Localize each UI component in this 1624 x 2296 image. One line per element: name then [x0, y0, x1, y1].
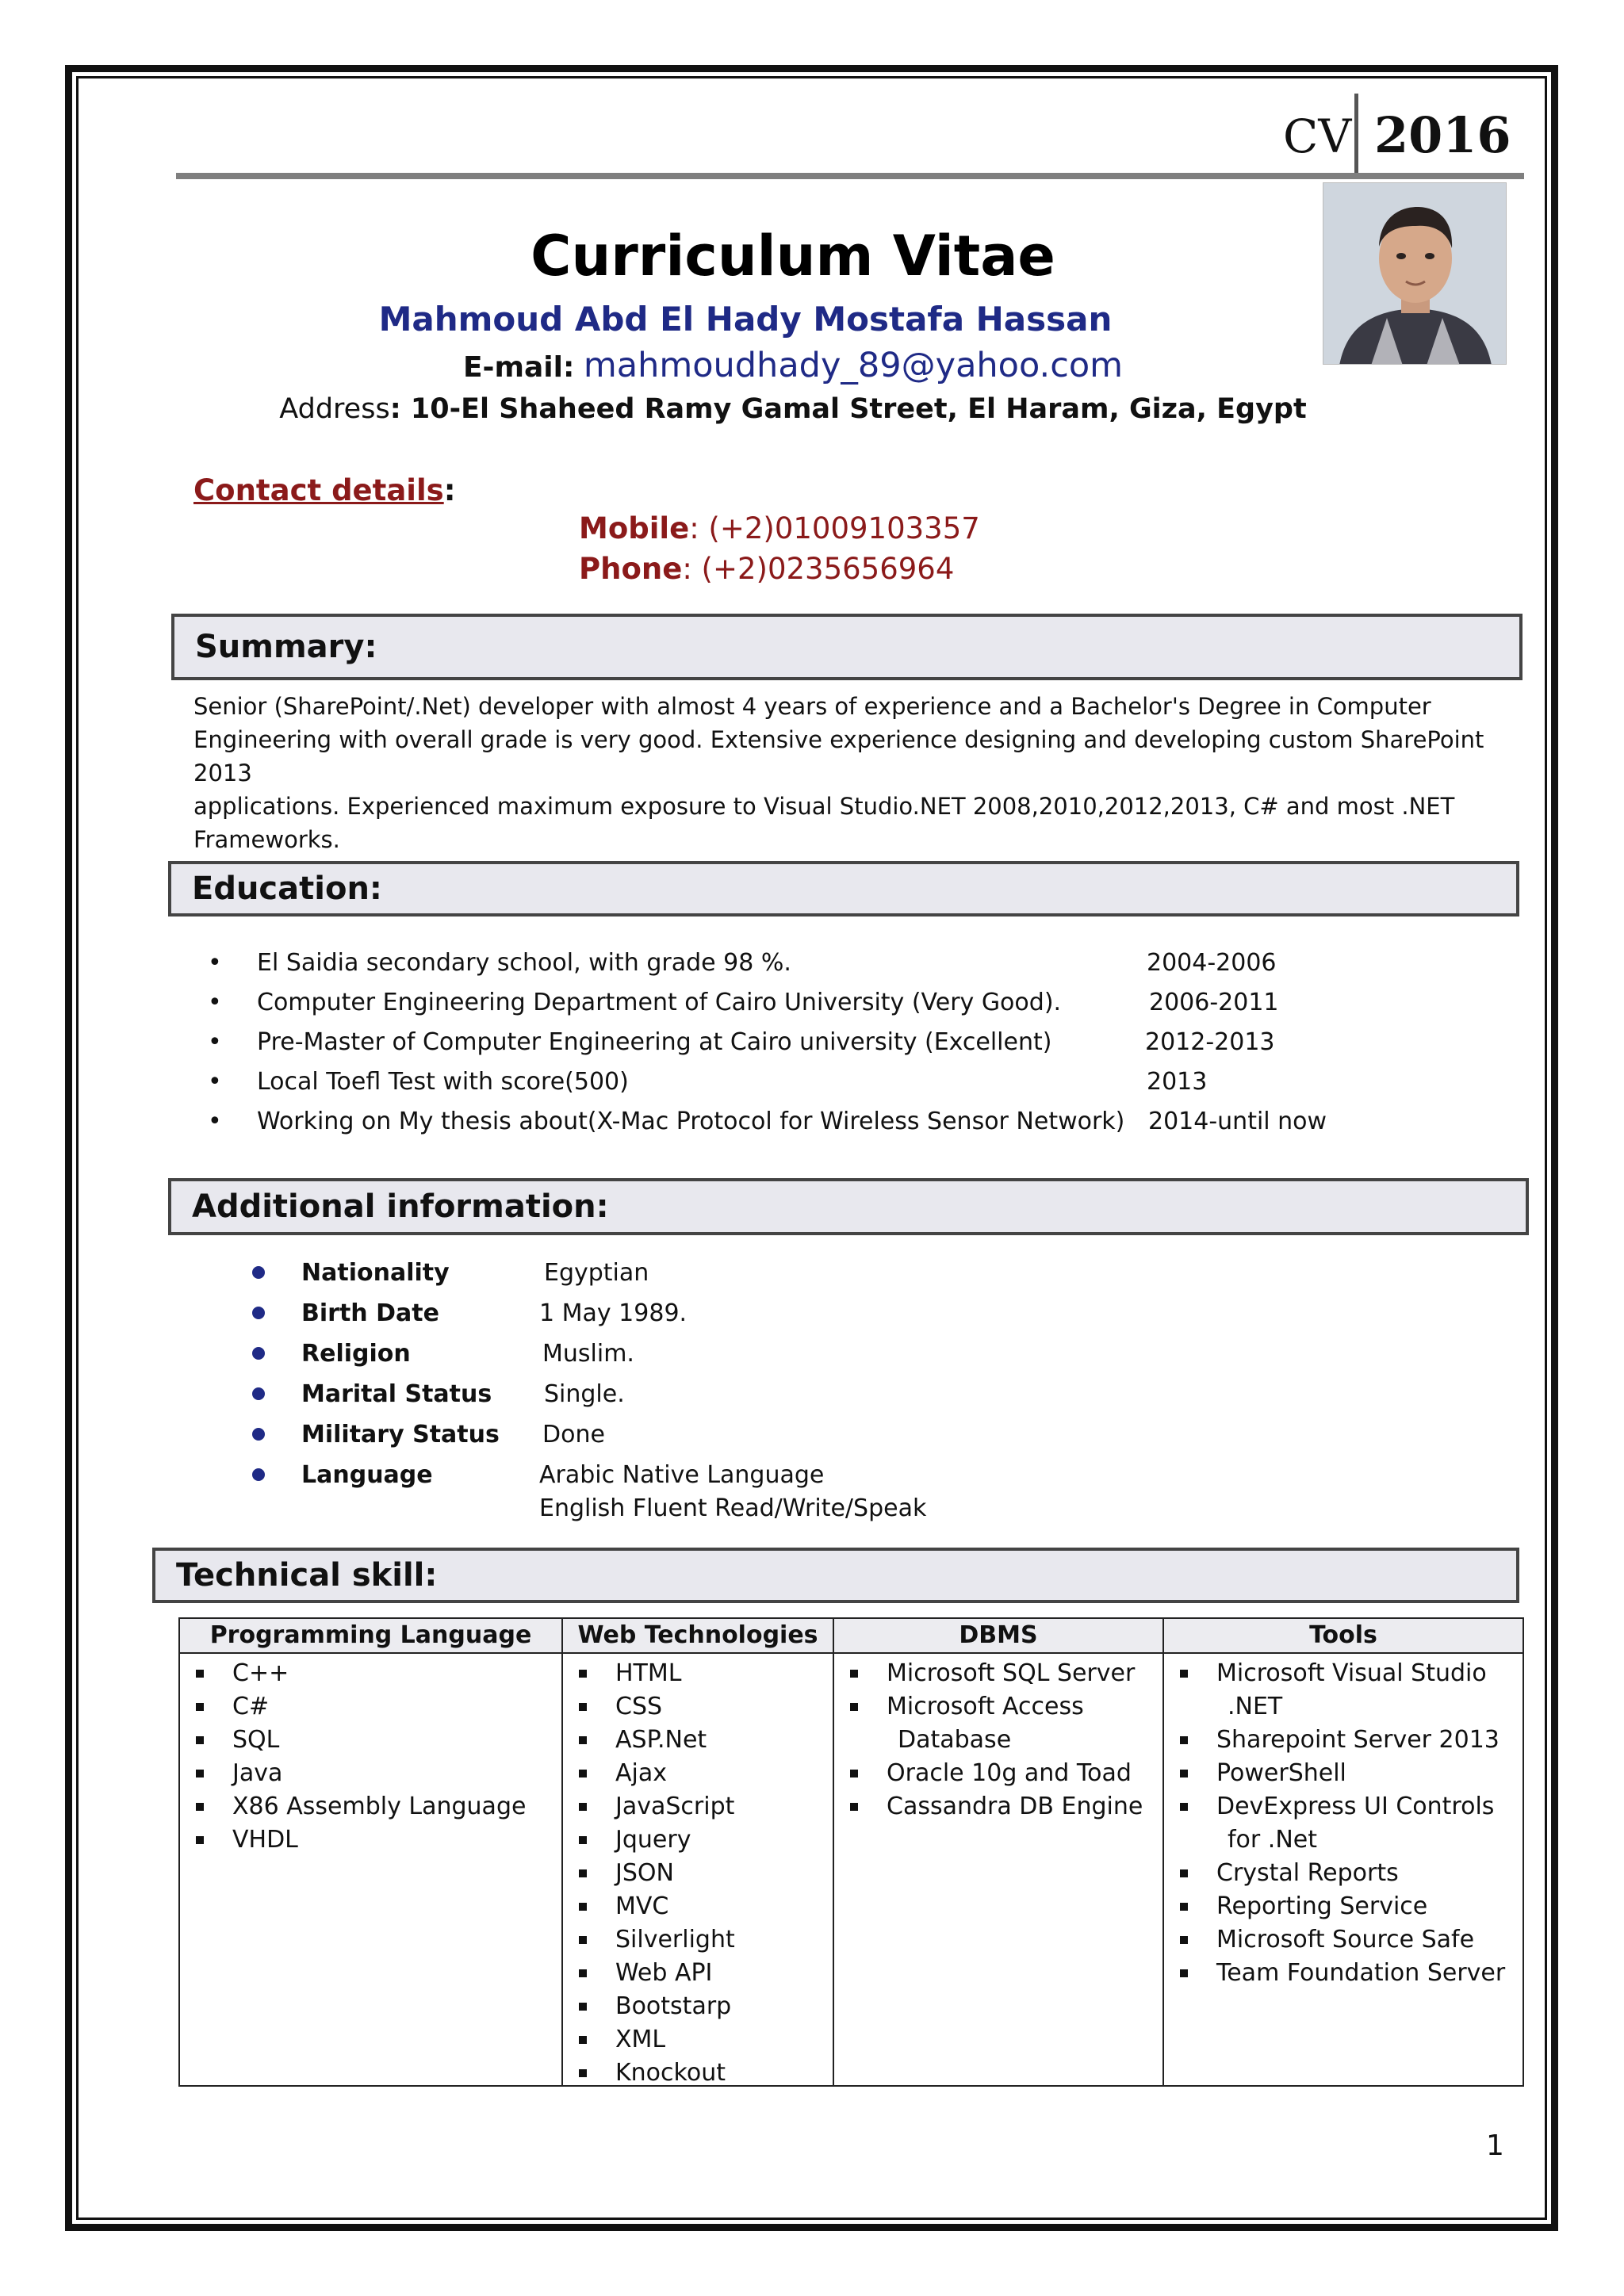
list-item: PowerShell — [1164, 1757, 1522, 1790]
list-item-continued: Database — [898, 1726, 1012, 1754]
list-item: SQL — [180, 1724, 561, 1757]
square-bullet-icon — [579, 1670, 587, 1678]
info-value-religion: Muslim. — [542, 1340, 634, 1368]
square-bullet-icon — [196, 1736, 204, 1744]
list-item: ASP.Net — [563, 1724, 833, 1757]
profile-photo — [1323, 182, 1507, 365]
list-item: Jquery — [563, 1823, 833, 1857]
list-item: Team Foundation Server — [1164, 1957, 1522, 1990]
email-label: E-mail: — [462, 351, 575, 384]
cv-label: CV — [1283, 109, 1352, 163]
column-header: Tools — [1164, 1619, 1522, 1654]
skills-table — [178, 1617, 1524, 2087]
list-item: Sharepoint Server 2013 — [1164, 1724, 1522, 1757]
education-date: 2004-2006 — [1147, 949, 1277, 977]
summary-line: Frameworks. — [193, 826, 340, 853]
list-item: Silverlight — [563, 1923, 833, 1957]
header-divider — [1354, 94, 1358, 174]
education-date: 2014-until now — [1148, 1108, 1327, 1135]
list-item: VHDL — [180, 1823, 561, 1857]
address-line — [238, 393, 1348, 425]
list-item: Microsoft Source Safe — [1164, 1923, 1522, 1957]
contact-details-heading — [193, 473, 456, 507]
bullet-dot-icon — [252, 1387, 265, 1400]
info-key-birth-date: Birth Date — [301, 1299, 439, 1327]
square-bullet-icon — [579, 1969, 587, 1977]
list-item: Oracle 10g and Toad — [834, 1757, 1162, 1790]
list-item: Crystal Reports — [1164, 1857, 1522, 1890]
square-bullet-icon — [579, 1703, 587, 1711]
square-bullet-icon — [1180, 1803, 1188, 1811]
list-item: Microsoft Access — [834, 1690, 1162, 1724]
info-value-nationality: Egyptian — [544, 1259, 649, 1287]
square-bullet-icon — [850, 1670, 858, 1678]
list-item: Cassandra DB Engine — [834, 1790, 1162, 1823]
summary-section-header: Summary: — [171, 614, 1522, 680]
list-item-continued: .NET — [1228, 1693, 1283, 1720]
contact-details-title: Contact details — [193, 473, 444, 507]
mobile-label: Mobile — [579, 511, 690, 545]
column-header: Web Technologies — [563, 1619, 833, 1654]
square-bullet-icon — [196, 1703, 204, 1711]
list-item: JavaScript — [563, 1790, 833, 1823]
column-header: DBMS — [834, 1619, 1162, 1654]
info-value-marital-status: Single. — [544, 1380, 625, 1408]
info-key-language: Language — [301, 1461, 433, 1489]
bullet-icon: • — [208, 989, 222, 1016]
contact-details-colon: : — [443, 473, 456, 507]
list-item: Reporting Service — [1164, 1890, 1522, 1923]
email-line — [317, 346, 1269, 385]
square-bullet-icon — [579, 1836, 587, 1844]
address-value: : 10-El Shaheed Ramy Gamal Street, El Haram, Giza, Egypt — [389, 393, 1307, 425]
list-item: Bootstarp — [563, 1990, 833, 2023]
list-item: XML — [563, 2023, 833, 2057]
square-bullet-icon — [579, 1903, 587, 1911]
list-item: Microsoft SQL Server — [834, 1657, 1162, 1690]
bullet-icon: • — [208, 1068, 222, 1096]
list-item: X86 Assembly Language — [180, 1790, 561, 1823]
list-item: C# — [180, 1690, 561, 1724]
education-date: 2006-2011 — [1149, 989, 1279, 1016]
square-bullet-icon — [196, 1670, 204, 1678]
page-number: 1 — [1486, 2130, 1504, 2162]
header-rule — [176, 173, 1524, 179]
bullet-dot-icon — [252, 1468, 265, 1481]
square-bullet-icon — [850, 1803, 858, 1811]
square-bullet-icon — [579, 1770, 587, 1777]
square-bullet-icon — [579, 2003, 587, 2011]
square-bullet-icon — [1180, 1869, 1188, 1877]
email-value[interactable]: mahmoudhady_89@yahoo.com — [583, 346, 1124, 385]
bullet-dot-icon — [252, 1347, 265, 1360]
bullet-dot-icon — [252, 1428, 265, 1441]
skills-column-web — [563, 1619, 834, 2085]
list-item: Knockout — [563, 2057, 833, 2090]
list-item: CSS — [563, 1690, 833, 1724]
cv-year: 2016 — [1374, 106, 1511, 164]
column-header: Programming Language — [180, 1619, 561, 1654]
square-bullet-icon — [579, 2069, 587, 2077]
phone-value: : (+2)0235656964 — [682, 552, 955, 586]
list-item: Ajax — [563, 1757, 833, 1790]
mobile-row — [579, 511, 980, 545]
phone-label: Phone — [579, 552, 683, 586]
square-bullet-icon — [579, 1736, 587, 1744]
bullet-icon: • — [208, 1108, 222, 1135]
square-bullet-icon — [1180, 1670, 1188, 1678]
additional-info-section-header: Additional information: — [168, 1178, 1529, 1235]
list-item: Java — [180, 1757, 561, 1790]
list-item: HTML — [563, 1657, 833, 1690]
info-key-religion: Religion — [301, 1340, 411, 1368]
mobile-value: : (+2)01009103357 — [689, 511, 980, 545]
bullet-icon: • — [208, 949, 222, 977]
info-key-marital-status: Marital Status — [301, 1380, 492, 1408]
skills-column-programming — [180, 1619, 563, 2085]
bullet-icon: • — [208, 1028, 222, 1056]
list-item-continued: for .Net — [1228, 1826, 1317, 1854]
square-bullet-icon — [579, 2036, 587, 2044]
skills-column-dbms — [834, 1619, 1164, 2085]
summary-line: Senior (SharePoint/.Net) developer with almost 4 years of experience and a Bachelor's Degree in Computer — [193, 693, 1431, 720]
info-value-language-extra: English Fluent Read/Write/Speak — [539, 1494, 927, 1522]
list-item: MVC — [563, 1890, 833, 1923]
info-key-nationality: Nationality — [301, 1259, 450, 1287]
person-portrait-icon — [1323, 183, 1507, 365]
skills-column-tools — [1164, 1619, 1522, 2085]
document-title: Curriculum Vitae — [530, 224, 1055, 289]
square-bullet-icon — [196, 1770, 204, 1777]
info-value-military-status: Done — [542, 1421, 605, 1448]
summary-text — [193, 690, 1494, 856]
square-bullet-icon — [850, 1770, 858, 1777]
info-value-language: Arabic Native Language — [539, 1461, 825, 1489]
bullet-dot-icon — [252, 1307, 265, 1319]
square-bullet-icon — [1180, 1736, 1188, 1744]
summary-line: applications. Experienced maximum exposure to Visual Studio.NET 2008,2010,2012,2013, C# and most .NET — [193, 793, 1455, 820]
square-bullet-icon — [1180, 1969, 1188, 1977]
list-item: Microsoft Visual Studio — [1164, 1657, 1522, 1690]
education-section-header: Education: — [168, 861, 1519, 916]
square-bullet-icon — [579, 1936, 587, 1944]
address-label: Address — [279, 393, 390, 425]
square-bullet-icon — [1180, 1936, 1188, 1944]
technical-skill-section-header: Technical skill: — [152, 1548, 1519, 1603]
square-bullet-icon — [1180, 1770, 1188, 1777]
list-item: JSON — [563, 1857, 833, 1890]
info-value-birth-date: 1 May 1989. — [539, 1299, 688, 1327]
square-bullet-icon — [196, 1803, 204, 1811]
education-date: 2012-2013 — [1145, 1028, 1275, 1056]
square-bullet-icon — [196, 1836, 204, 1844]
summary-line: Engineering with overall grade is very good. Extensive experience designing and developing custom SharePoint 2013 — [193, 726, 1484, 786]
bullet-dot-icon — [252, 1266, 265, 1279]
list-item: C++ — [180, 1657, 561, 1690]
candidate-name: Mahmoud Abd El Hady Mostafa Hassan — [378, 300, 1113, 339]
square-bullet-icon — [850, 1703, 858, 1711]
square-bullet-icon — [1180, 1903, 1188, 1911]
square-bullet-icon — [579, 1869, 587, 1877]
phone-row — [579, 552, 954, 586]
list-item: Web API — [563, 1957, 833, 1990]
square-bullet-icon — [579, 1803, 587, 1811]
info-key-military-status: Military Status — [301, 1421, 500, 1448]
list-item: DevExpress UI Controls — [1164, 1790, 1522, 1823]
education-date: 2013 — [1147, 1068, 1208, 1096]
